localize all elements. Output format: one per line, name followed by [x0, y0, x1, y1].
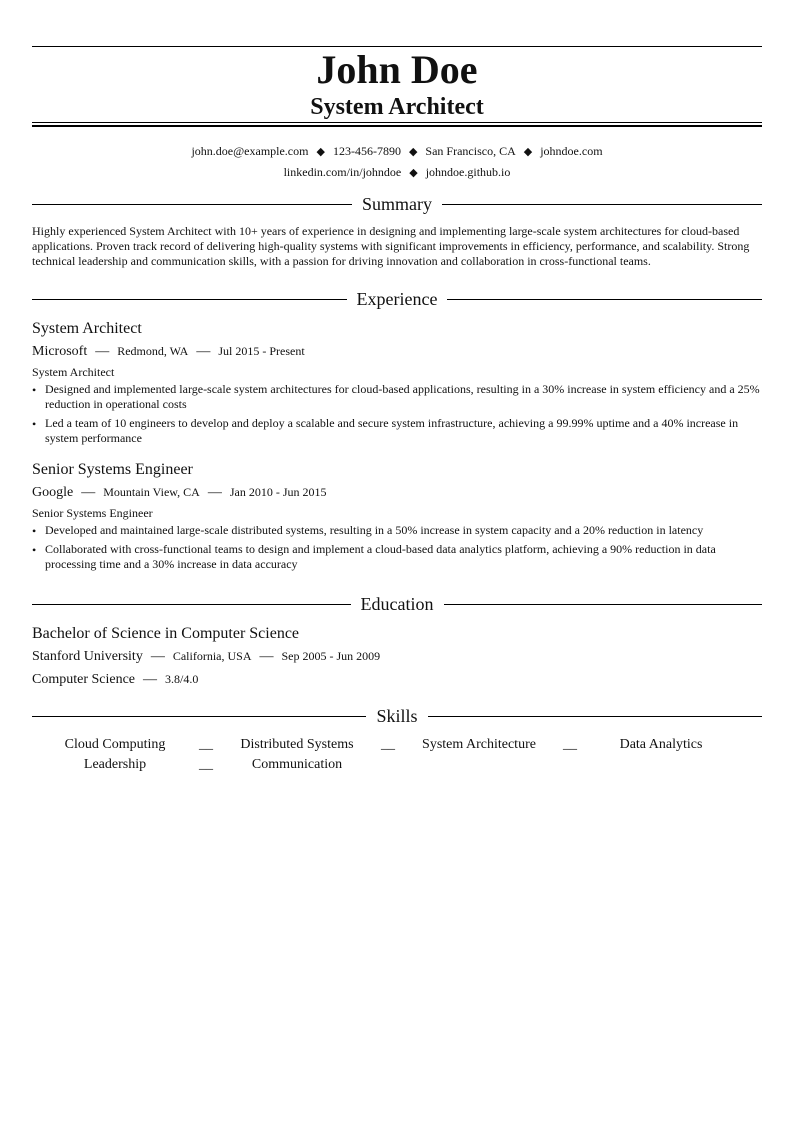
phone-text: 123-456-7890 — [332, 144, 401, 158]
job-location: Mountain View, CA — [103, 485, 200, 499]
contact-line-2 — [0, 164, 794, 181]
list-item: • Led a team of 10 engineers to develop and deploy a scalable and secure system infrastructure, achieving a 99.99% uptime and a 40% increase in system performance — [32, 416, 762, 446]
education-entry — [32, 624, 762, 690]
skills-grid — [32, 735, 762, 775]
experience-entry — [32, 319, 762, 450]
education-heading-text: Education — [360, 594, 434, 614]
skills-row — [32, 735, 762, 755]
experience-entry — [32, 460, 762, 576]
skill-item: Communication — [251, 757, 343, 772]
email-link[interactable]: john.doe@example.com — [191, 144, 309, 158]
contact-line-1 — [0, 143, 794, 160]
job-dates: Jan 2010 - Jun 2015 — [229, 485, 327, 499]
job-role: Senior Systems Engineer — [32, 506, 153, 520]
dash-separator: — — [81, 485, 96, 500]
company-name: Google — [32, 485, 74, 500]
education-dates: Sep 2005 - Jun 2009 — [281, 649, 381, 663]
education-field-row — [32, 669, 762, 690]
candidate-name: John Doe — [316, 47, 478, 92]
summary-heading — [32, 193, 762, 215]
skills-heading — [32, 705, 762, 727]
dash-separator: — — [143, 672, 158, 687]
field-of-study: Computer Science — [32, 672, 136, 687]
skill-item: Data Analytics — [619, 737, 703, 752]
dash-separator: — — [207, 485, 222, 500]
list-item: • Developed and maintained large-scale distributed systems, resulting in a 50% increase in system capacity and a 20% reduction in latency — [32, 523, 762, 538]
header-rule — [32, 122, 762, 129]
skill-item: System Architecture — [422, 737, 536, 752]
job-dates: Jul 2015 - Present — [218, 344, 305, 358]
github-link[interactable]: johndoe.github.io — [425, 165, 511, 179]
separator-diamond-icon: ◆ — [408, 146, 418, 158]
dash-separator: — — [95, 344, 110, 359]
dash-separator: — — [196, 344, 211, 359]
experience-heading-text: Experience — [356, 289, 438, 309]
candidate-title: System Architect — [310, 94, 484, 120]
job-role: System Architect — [32, 365, 115, 379]
education-meta — [32, 646, 762, 667]
list-item: • Collaborated with cross-functional teams to design and implement a cloud-based data analytics platform, achieving a 90% reduction in data processing time and a 30% increase in data accuracy — [32, 542, 762, 572]
skill-item: Cloud Computing — [64, 737, 166, 752]
linkedin-link[interactable]: linkedin.com/in/johndoe — [283, 165, 402, 179]
job-location: Redmond, WA — [117, 344, 189, 358]
experience-heading — [32, 288, 762, 310]
skills-heading-text: Skills — [376, 706, 418, 726]
job-meta — [32, 341, 762, 362]
skill-item: Leadership — [83, 757, 147, 772]
summary-text: Highly experienced System Architect with 10+ years of experience in designing and implementing large-scale system architectures for cloud-based applications. Proven track record of delivering high-quality systems with significant improvements in efficiency, performance, and scalability. Strong technical leadership and communication skills, with a passion for driving innovation and collaboration in cross-functional teams. — [32, 224, 750, 268]
job-title: Senior Systems Engineer — [32, 461, 193, 478]
location-text: San Francisco, CA — [425, 144, 516, 158]
education-heading — [32, 593, 762, 615]
website-link[interactable]: johndoe.com — [540, 144, 603, 158]
separator-diamond-icon: ◆ — [409, 167, 418, 179]
list-item: • Designed and implemented large-scale system architectures for cloud-based applications, resulting in a 30% increase in system efficiency and a 25% reduction in operational costs — [32, 382, 762, 412]
separator-diamond-icon: ◆ — [316, 146, 325, 158]
separator-diamond-icon: ◆ — [523, 146, 533, 158]
skills-row — [32, 755, 762, 775]
job-bullets — [32, 523, 762, 572]
skill-item: Distributed Systems — [240, 737, 354, 752]
skill-separator: __ — [199, 737, 213, 752]
job-meta — [32, 482, 762, 503]
skill-separator: __ — [381, 737, 395, 752]
skill-separator: __ — [199, 757, 213, 772]
job-title: System Architect — [32, 320, 142, 337]
skill-separator: __ — [563, 737, 577, 752]
school-name: Stanford University — [32, 649, 143, 664]
company-name: Microsoft — [32, 344, 88, 359]
dash-separator: — — [259, 649, 274, 664]
job-bullets — [32, 382, 762, 446]
gpa-value: 3.8/4.0 — [165, 672, 199, 686]
summary-heading-text: Summary — [362, 194, 432, 214]
dash-separator: — — [150, 649, 165, 664]
school-location: California, USA — [172, 649, 252, 663]
degree-title: Bachelor of Science in Computer Science — [32, 625, 300, 642]
